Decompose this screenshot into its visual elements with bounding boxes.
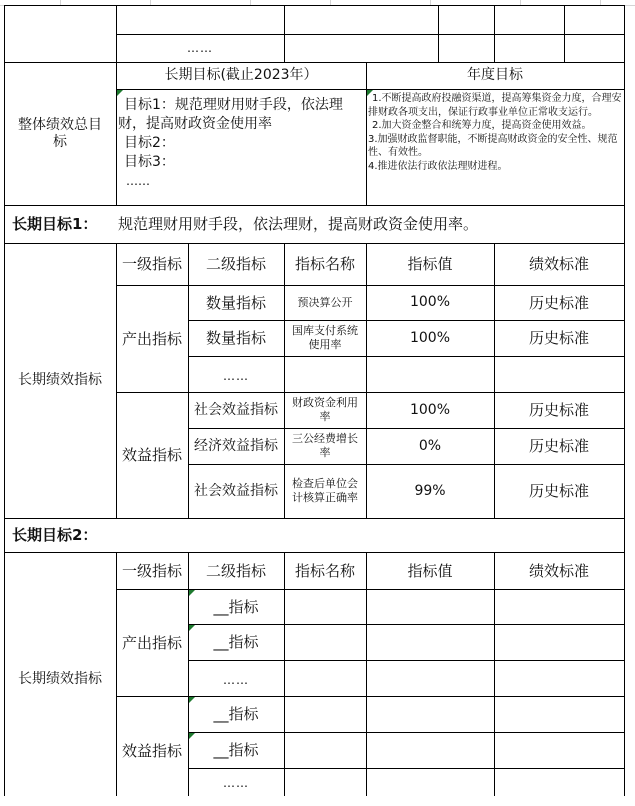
goal2-benefit-label: 效益指标 xyxy=(121,742,182,760)
annual-goal-2: 2.加大资金整合和统筹力度，提高资金使用效益。 xyxy=(372,120,592,131)
table-row-name: 预决算公开 xyxy=(297,295,353,309)
table-row-value: 100% xyxy=(409,294,451,311)
table-row-level2: 经济效益指标 xyxy=(194,437,278,454)
table-row-name: 三公经费增长率 xyxy=(292,432,358,459)
table-row-value: 0% xyxy=(418,437,442,454)
table-row-standard: 历史标准 xyxy=(528,437,589,455)
annual-goal-3: 3.加强财政监督职能，不断提高财政资金的安全性、规范性、有效性。 xyxy=(368,133,618,158)
table-row-level2: 数量指标 xyxy=(205,293,266,312)
goal2-output-label: 产出指标 xyxy=(121,633,182,652)
table-row-level2: 社会效益指标 xyxy=(194,401,278,418)
table-row-level2: 数量指标 xyxy=(205,329,266,347)
goal2-header-level1: 一级指标 xyxy=(121,561,182,580)
goal2-header-level2: 二级指标 xyxy=(205,561,266,580)
goal1-header-value: 指标值 xyxy=(407,255,453,273)
goal1-header-level1: 一级指标 xyxy=(121,255,182,273)
goal2-side-label: 长期绩效指标 xyxy=(18,670,102,687)
table-row-level2: …… xyxy=(223,775,249,790)
annual-goal-4: 4.推进依法行政依法理财进程。 xyxy=(368,160,508,172)
annual-goals xyxy=(368,92,622,173)
table-row-value: 100% xyxy=(409,401,451,418)
long-term-goal-2: 目标2： xyxy=(124,135,175,151)
long-term-header: 长期目标(截止2023年） xyxy=(164,67,318,84)
long-term-goals xyxy=(118,96,364,191)
annual-header: 年度目标 xyxy=(467,67,523,84)
table-row-level2: …… xyxy=(223,368,249,383)
table-row-value: 99% xyxy=(414,482,446,499)
table-row-standard: 历史标准 xyxy=(528,293,589,312)
table-row-standard: 历史标准 xyxy=(528,482,589,500)
goal1-benefit-label: 效益指标 xyxy=(121,446,182,464)
table-row-standard: 历史标准 xyxy=(528,329,589,347)
goal2-header-standard: 绩效标准 xyxy=(528,561,589,580)
overall-goal-label: 整体绩效总目标 xyxy=(18,116,102,150)
annual-goal-1: 1.不断提高政府投融资渠道，提高筹集资金力度，合理安排财政各项支出，保证行政事业单位正常收支运行。 xyxy=(368,93,622,118)
goal1-side-label: 长期绩效指标 xyxy=(18,372,102,389)
goal1-desc: 规范理财用财手段，依法理财，提高财政资金使用率。 xyxy=(118,215,479,233)
table-row-standard: 历史标准 xyxy=(528,401,589,419)
long-term-goal-1: 目标1：规范理财用财手段，依法理财，提高财政资金使用率 xyxy=(118,97,343,132)
goal1-header-standard: 绩效标准 xyxy=(528,255,589,273)
goal1-output-label: 产出指标 xyxy=(121,329,182,348)
table-row-name: 财政资金利用率 xyxy=(292,396,358,423)
table-row-level2: __指标 xyxy=(213,633,259,651)
table-row-name: 检查后单位会计核算正确率 xyxy=(292,477,358,504)
goal1-header-name: 指标名称 xyxy=(294,255,355,273)
goal2-title: 长期目标2： xyxy=(12,526,98,544)
table-row-level2: __指标 xyxy=(213,741,259,759)
table-row-level2: __指标 xyxy=(213,705,259,723)
long-term-goal-ellipsis: …… xyxy=(126,174,150,188)
goal1-header-level2: 二级指标 xyxy=(205,255,266,273)
table-row-level2: __指标 xyxy=(213,597,259,616)
table-row-level2: 社会效益指标 xyxy=(194,482,278,499)
table-row-value: 100% xyxy=(409,329,451,346)
goal1-title: 长期目标1： xyxy=(12,215,98,233)
goal2-header-name: 指标名称 xyxy=(294,561,355,580)
long-term-goal-3: 目标3： xyxy=(124,154,175,170)
table-row-level2: …… xyxy=(223,672,249,687)
table-row-name: 国库支付系统使用率 xyxy=(292,324,358,351)
goal2-header-value: 指标值 xyxy=(407,561,453,580)
top-ellipsis: …… xyxy=(187,41,213,56)
